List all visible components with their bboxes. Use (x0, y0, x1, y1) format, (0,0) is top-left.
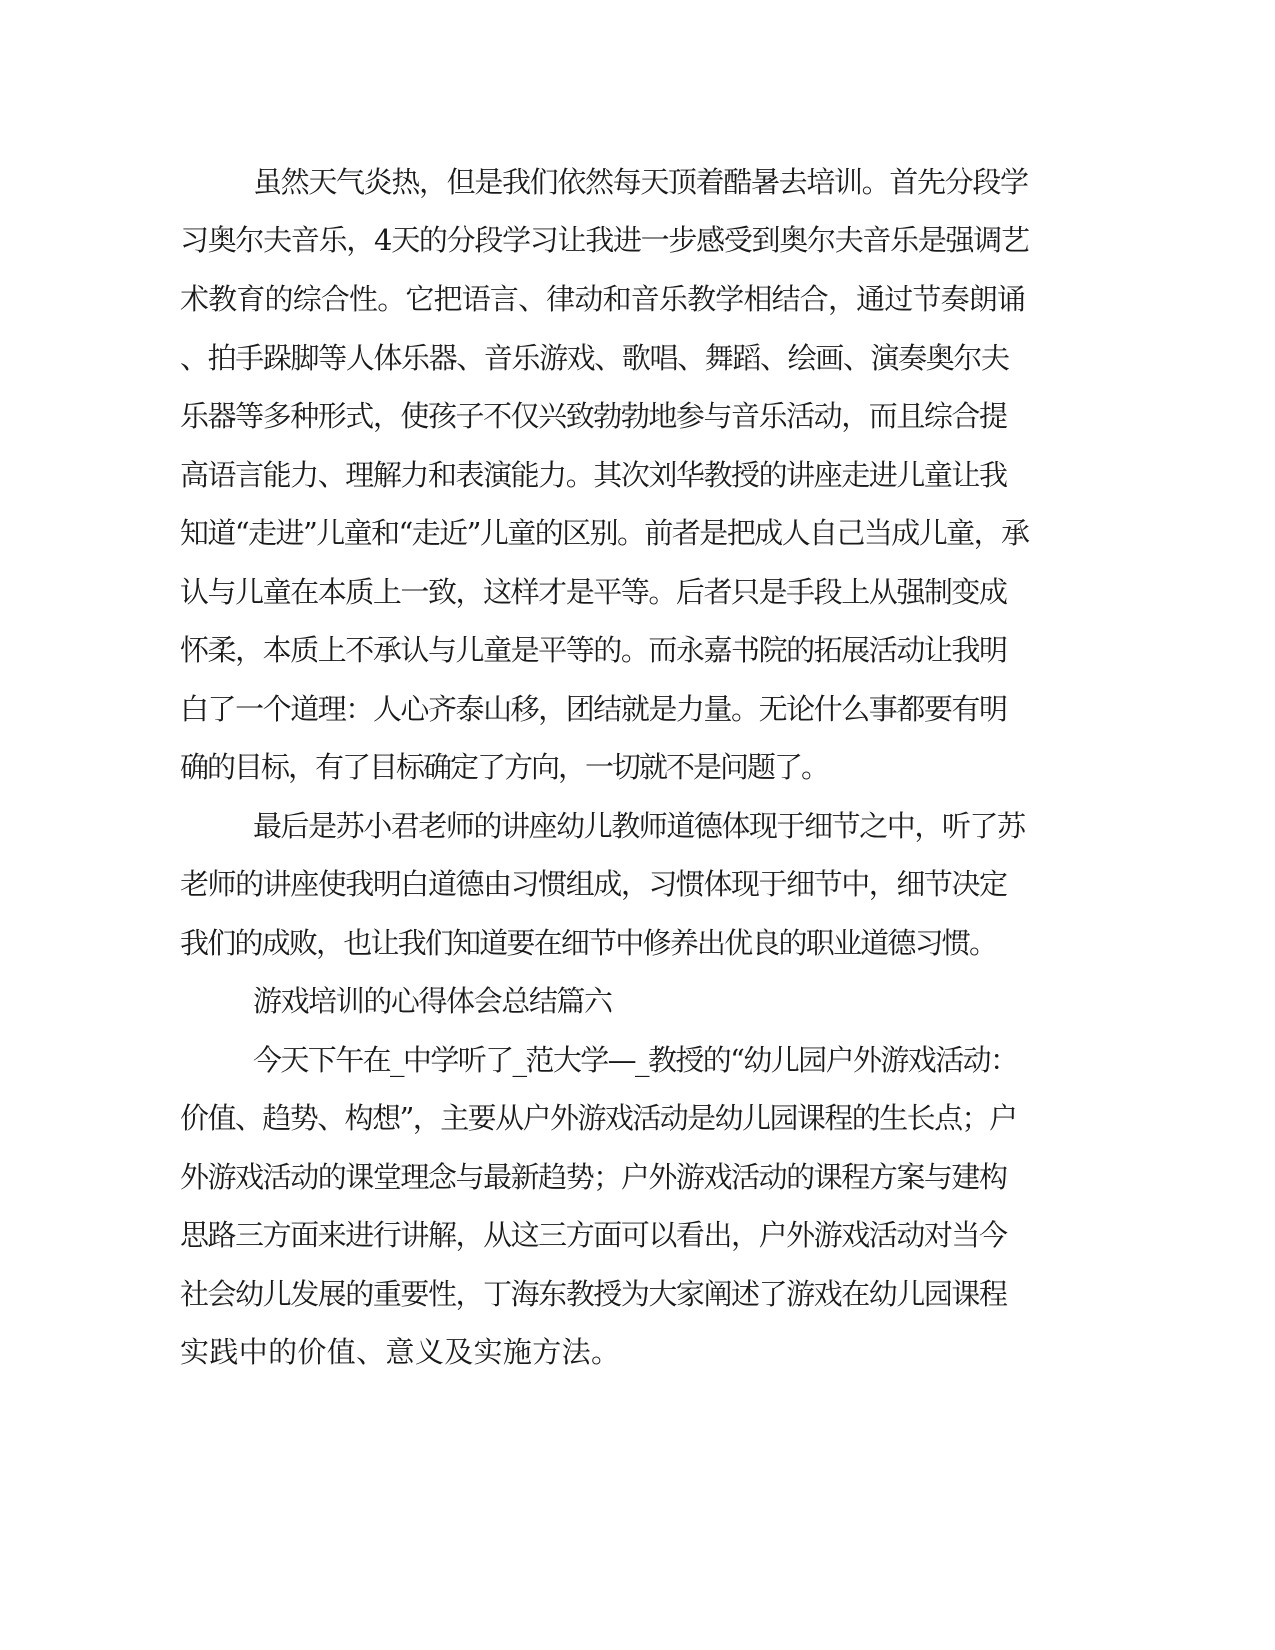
paragraph-4-line-3: 外游戏活动的课堂理念与最新趋势；户外游戏活动的课程方案与建构 (180, 1160, 1007, 1194)
paragraph-1-line-6: 高语言能力、理解力和表演能力。其次刘华教授的讲座走进儿童让我 (180, 458, 1007, 492)
paragraph-2-line-3: 我们的成败，也让我们知道要在细节中修养出优良的职业道德习惯。 (180, 926, 997, 960)
paragraph-1-line-11: 确的目标，有了目标确定了方向，一切就不是问题了。 (180, 750, 829, 784)
paragraph-1-line-7: 知道“走进”儿童和“走近”儿童的区别。前者是把成人自己当成儿童，承 (180, 516, 1029, 550)
paragraph-1-line-8: 认与儿童在本质上一致，这样才是平等。后者只是手段上从强制变成 (180, 575, 1007, 609)
paragraph-4-line-2: 价值、趋势、构想”，主要从户外游戏活动是幼儿园课程的生长点；户 (180, 1101, 1017, 1135)
paragraph-1-line-4: 、拍手跺脚等人体乐器、音乐游戏、歌唱、舞蹈、绘画、演奏奥尔夫 (180, 341, 1009, 375)
paragraph-2-line-2: 老师的讲座使我明白道德由习惯组成，习惯体现于细节中，细节决定 (180, 867, 1007, 901)
paragraph-1-line-5: 乐器等多种形式，使孩子不仅兴致勃勃地参与音乐活动，而且综合提 (180, 399, 1007, 433)
paragraph-4-line-4: 思路三方面来进行讲解，从这三方面可以看出，户外游戏活动对当今 (180, 1218, 1007, 1252)
paragraph-1-line-2: 习奥尔夫音乐，4天的分段学习让我进一步感受到奥尔夫音乐是强调艺 (180, 223, 1029, 257)
paragraph-1-line-1: 虽然天气炎热，但是我们依然每天顶着酷暑去培训。首先分段学 (253, 165, 1028, 199)
section-heading: 游戏培训的心得体会总结篇六 (253, 984, 612, 1018)
paragraph-4-line-5: 社会幼儿发展的重要性，丁海东教授为大家阐述了游戏在幼儿园课程 (180, 1277, 1007, 1311)
paragraph-1-line-9: 怀柔，本质上不承认与儿童是平等的。而永嘉书院的拓展活动让我明 (180, 633, 1007, 667)
paragraph-4-line-1: 今天下午在_中学听了_范大学—_教授的“幼儿园户外游戏活动： (253, 1043, 1018, 1077)
paragraph-1-line-3: 术教育的综合性。它把语言、律动和音乐教学相结合，通过节奏朗诵 (180, 282, 1026, 316)
paragraph-4-line-6: 实践中的价值、意义及实施方法。 (180, 1335, 621, 1369)
paragraph-1-line-10: 白了一个道理：人心齐泰山移，团结就是力量。无论什么事都要有明 (180, 692, 1007, 726)
paragraph-2-line-1: 最后是苏小君老师的讲座幼儿教师道德体现于细节之中，听了苏 (253, 809, 1025, 843)
